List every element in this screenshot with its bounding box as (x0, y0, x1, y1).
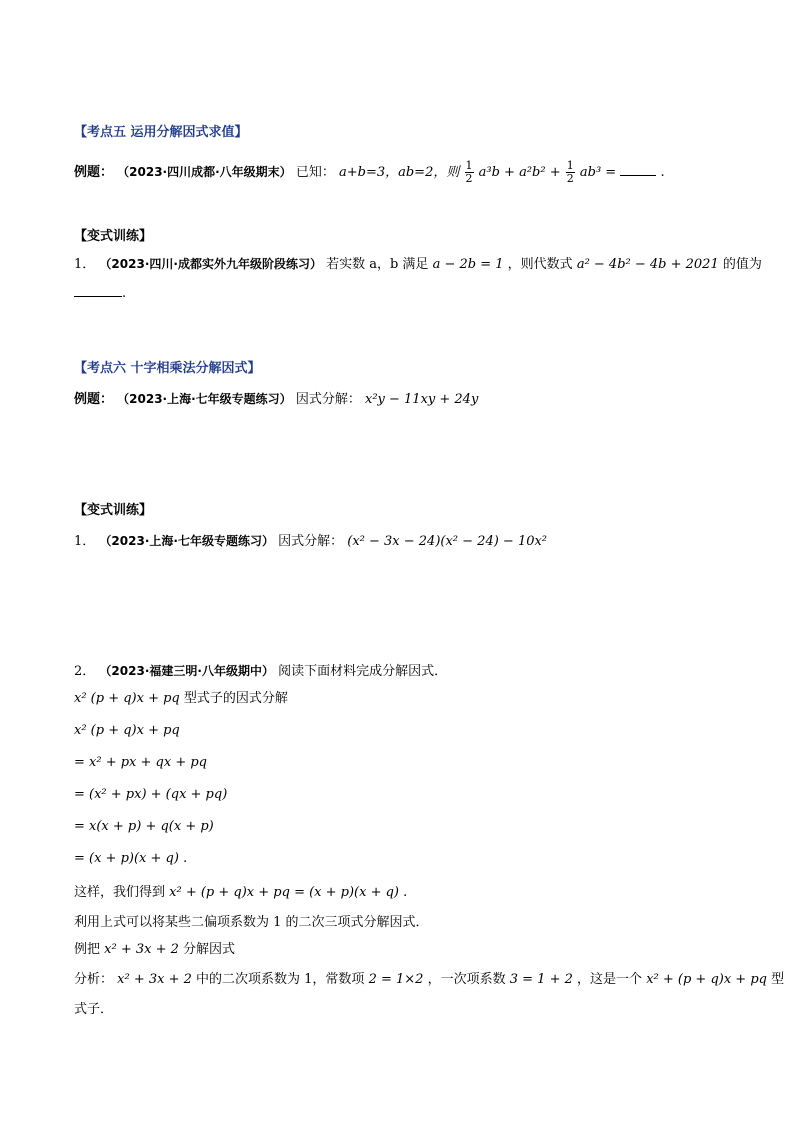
fraction (566, 160, 575, 185)
text: ，这是一个 (577, 972, 643, 987)
text: 阅读下面材料完成分解因式． (278, 664, 448, 679)
period: . (122, 286, 127, 301)
question-2 (74, 662, 447, 681)
section-heading-6: 【考点六 十字相乘法分解因式】 (74, 361, 261, 376)
material-line (74, 941, 235, 959)
denominator: 2 (465, 172, 473, 185)
material-line: 式子． (74, 1002, 114, 1017)
text: ，一次项系数 (427, 972, 506, 987)
derivation-line: x² (p + q)x + pq (74, 723, 180, 738)
expr: x²y − 11xy + 24y (364, 392, 479, 407)
text: 分析： (74, 972, 114, 987)
variant-heading: 【变式训练】 (74, 503, 153, 518)
section-heading-5: 【考点五 运用分解因式求值】 (74, 125, 248, 140)
text: 的值为 (722, 257, 762, 272)
expr: a³b + a²b² + (478, 165, 561, 180)
question-1 (74, 255, 762, 274)
expr: x² + 3x + 2 (104, 942, 179, 957)
answer-blank[interactable] (74, 284, 122, 297)
example-label: 例题： (74, 392, 114, 407)
derivation-line: = x(x + p) + q(x + p) (74, 819, 214, 834)
text: 因式分解： (295, 392, 361, 407)
question-number: 1． (74, 534, 96, 549)
answer-blank[interactable] (620, 163, 656, 176)
source: （2023·四川成都·八年级期末） (117, 165, 292, 179)
expr: a² − 4b² − 4b + 2021 (576, 257, 719, 272)
expr: 2 = 1×2 (368, 972, 424, 987)
example-6 (74, 390, 478, 409)
expr: x² + (p + q)x + pq = (x + p)(x + q) . (169, 885, 408, 900)
source: （2023·上海·七年级专题练习） (117, 392, 292, 406)
given-expr: a+b=3，ab=2，则 (338, 165, 460, 180)
source: （2023·福建三明·八年级期中） (99, 664, 274, 678)
answer-line (74, 284, 126, 303)
variant-heading: 【变式训练】 (74, 229, 153, 244)
expr: 3 = 1 + 2 (509, 972, 573, 987)
derivation-line: = (x + p)(x + q) . (74, 851, 188, 866)
source: （2023·上海·七年级专题练习） (99, 534, 274, 548)
question-1 (74, 532, 547, 551)
question-number: 2． (74, 664, 96, 679)
source: （2023·四川·成都实外九年级阶段练习） (99, 257, 322, 271)
material-line (74, 971, 784, 989)
text: 分解因式 (183, 942, 236, 957)
text: 因式分解： (278, 534, 344, 549)
condition-expr: a − 2b = 1 (432, 257, 504, 272)
text: 已知： (295, 165, 335, 180)
material-line: 利用上式可以将某些二偏项系数为 1 的二次三项式分解因式． (74, 915, 429, 930)
material-line (74, 690, 288, 708)
text: 这样，我们得到 (74, 885, 166, 900)
text: ，则代数式 (507, 257, 573, 272)
text: 型 (771, 972, 785, 987)
text: 例把 (74, 942, 101, 957)
numerator: 1 (465, 159, 473, 172)
text: 中的二次项系数为 1，常数项 (196, 972, 365, 987)
example-5 (74, 160, 665, 185)
fraction (465, 160, 474, 185)
expr: x² + (p + q)x + pq (646, 972, 767, 987)
text: 若实数 a，b 满足 (326, 257, 429, 272)
example-label: 例题： (74, 165, 114, 180)
expr: x² + 3x + 2 (117, 972, 192, 987)
derivation-line: = x² + px + qx + pq (74, 755, 207, 770)
question-number: 1． (74, 257, 96, 272)
derivation-line: = (x² + px) + (qx + pq) (74, 787, 228, 802)
expr: ab³ = (579, 165, 617, 180)
numerator: 1 (566, 159, 574, 172)
material-line (74, 884, 407, 902)
period: . (660, 165, 665, 180)
expr: (x² − 3x − 24)(x² − 24) − 10x² (347, 534, 548, 549)
expr: x² (p + q)x + pq (74, 691, 180, 706)
denominator: 2 (566, 172, 574, 185)
text: 型式子的因式分解 (183, 691, 288, 706)
